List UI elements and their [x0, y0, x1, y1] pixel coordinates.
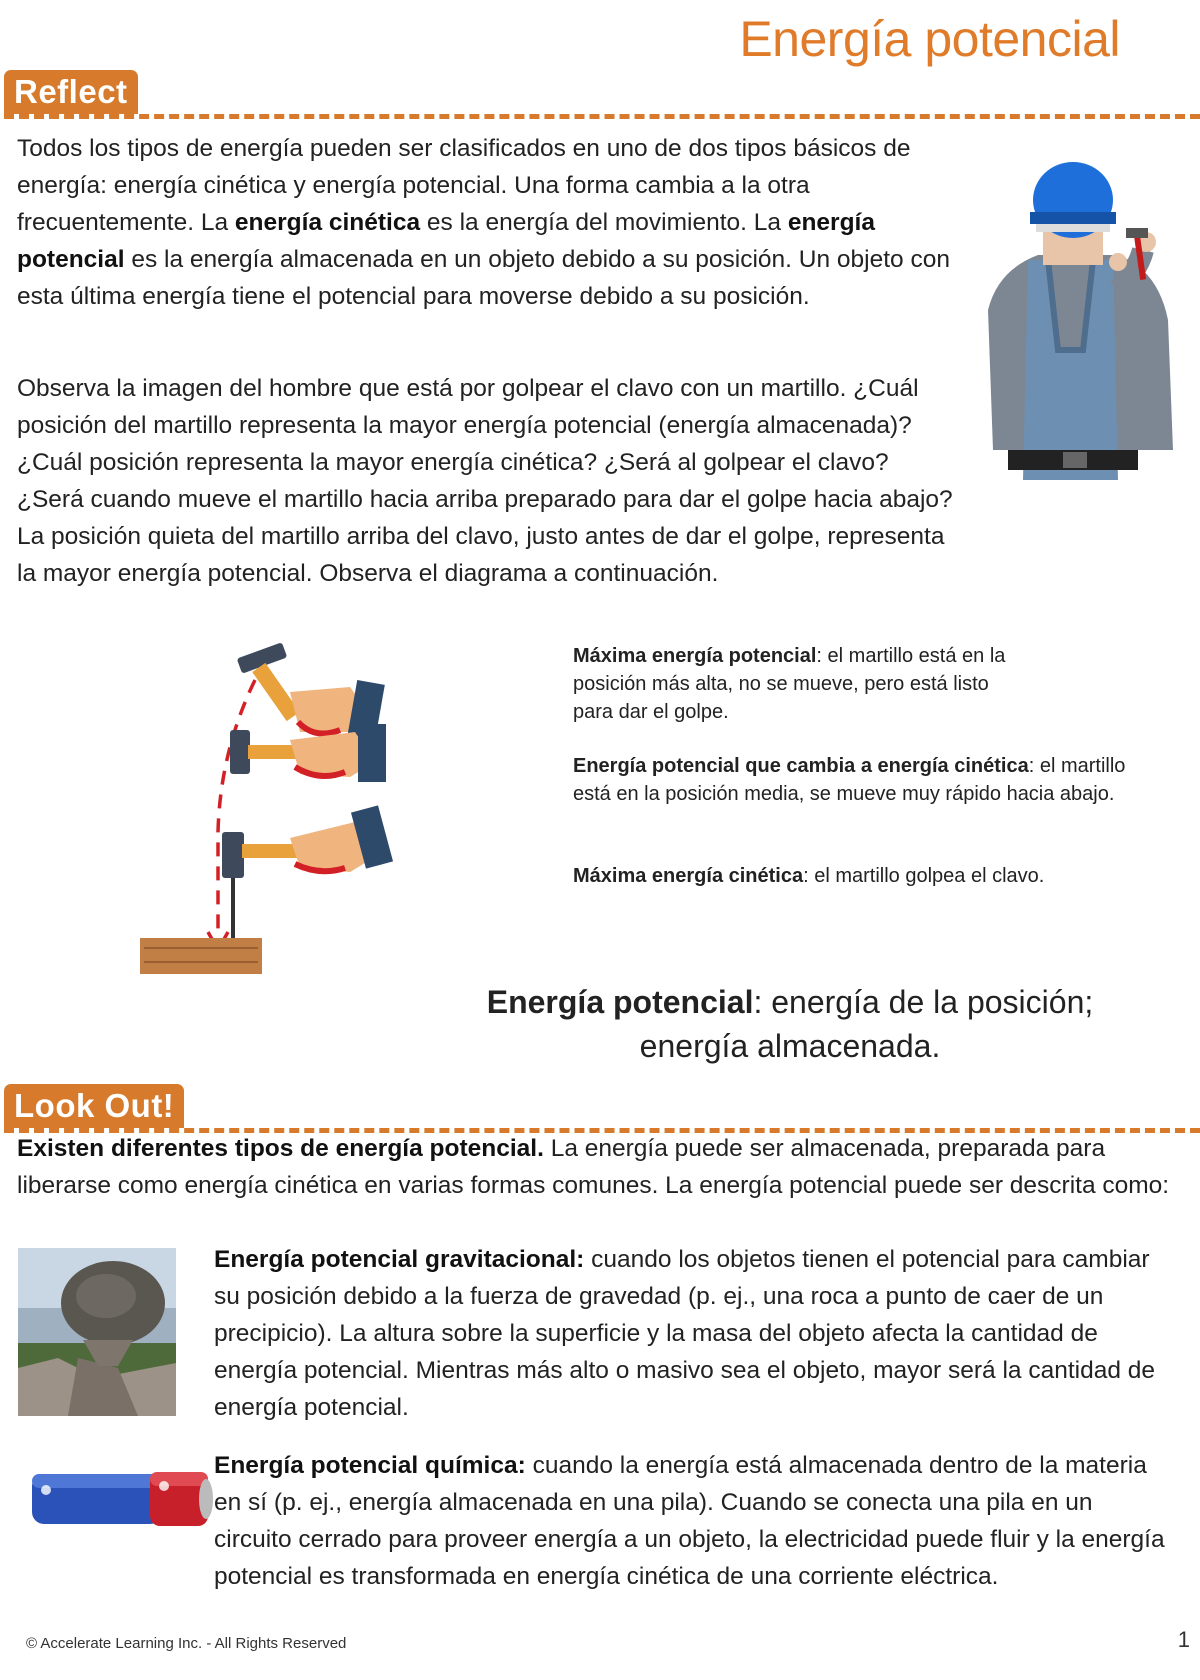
diagram-label-max-kinetic: Máxima energía cinética: el martillo golpea el clavo. — [573, 865, 1045, 887]
reflect-paragraph-2: Observa la imagen del hombre que está por golpear el clavo con un martillo. ¿Cuál posición del martillo representa la mayor energía potencial (energía almacenada)? ¿Cuál posición representa la mayor energía cinética? ¿Será al golpear el clavo? ¿Será cuando mueve el martillo hacia arriba preparado para dar el golpe hacia abajo? La posición quieta del martillo arriba del clavo, justo antes de dar el golpe, representa la mayor energía potencial. Observa el diagrama a continuación. — [17, 375, 953, 587]
page-number: 1 — [1177, 1627, 1190, 1652]
look-out-tag: Look Out! — [4, 1084, 184, 1128]
copyright-footer: © Accelerate Learning Inc. - All Rights Reserved — [26, 1635, 347, 1652]
chemical-energy-paragraph: Energía potencial química: cuando la energía está almacenada dentro de la materia en sí (p. ej., energía almacenada en una pila). Cuando se conecta una pila en un circuito cerrado para proveer energía a un objeto, la electricidad puede fluir y la energía potencial es transformada en energía cinética de una corriente eléctrica. — [214, 1452, 1165, 1590]
diagram-label-transition: Energía potencial que cambia a energía cinética: el martillo está en la posición media, se mueve muy rápido hacia abajo. — [573, 755, 1126, 805]
reflect-paragraph-1: Todos los tipos de energía pueden ser clasificados en uno de dos tipos básicos de energía: energía cinética y energía potencial. Una forma cambia a la otra frecuentemente. La energía cinética es la energía del movimiento. La energía potencial es la energía almacenada en un objeto debido a su posición. Un objeto con esta última energía tiene el potencial para moverse debido a su posición. — [17, 135, 950, 310]
hammer-bottom-position — [222, 805, 393, 878]
hammer-energy-diagram — [140, 632, 1126, 1072]
battery-photo — [30, 1466, 214, 1532]
balanced-rock-photo — [18, 1248, 176, 1416]
wood-block — [140, 938, 262, 974]
diagram-label-max-potential: Máxima energía potencial: el martillo está en la posición más alta, no se mueve, pero está listo para dar el golpe. — [573, 645, 1006, 723]
worker-with-hammer-photo — [968, 150, 1178, 502]
nail — [231, 878, 235, 938]
section-divider — [4, 114, 1200, 119]
page-title: Energía potencial — [739, 11, 1120, 67]
reflect-tag: Reflect — [4, 70, 138, 114]
gravitational-energy-paragraph: Energía potencial gravitacional: cuando los objetos tienen el potencial para cambiar su posición debido a la fuerza de gravedad (p. ej., una roca a punto de caer de un precipicio). La altura sobre la superficie y la masa del objeto afecta la cantidad de energía potencial. Mientras más alto o masivo sea el objeto, mayor será la cantidad de energía potencial. — [214, 1246, 1156, 1421]
potential-energy-definition: Energía potencial: energía de la posición; energía almacenada. — [486, 984, 1094, 1064]
lookout-intro: Existen diferentes tipos de energía potencial. La energía puede ser almacenada, preparada para liberarse como energía cinética en varias formas comunes. La energía potencial puede ser descrita como: — [17, 1135, 1170, 1199]
